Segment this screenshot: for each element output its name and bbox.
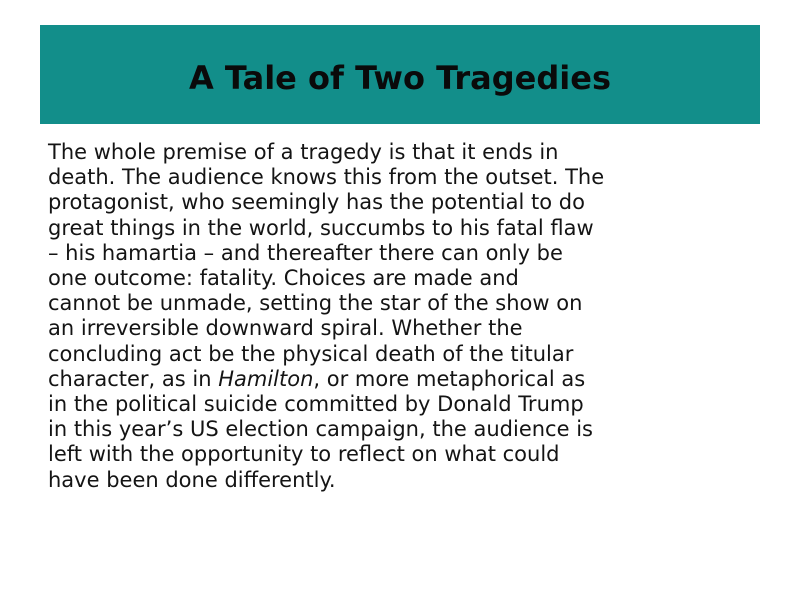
- body-line: death. The audience knows this from the outset. The: [48, 165, 605, 190]
- body-line: in the political suicide committed by Donald Trump: [48, 392, 584, 417]
- body-line: – his hamartia – and thereafter there can only be: [48, 240, 563, 265]
- body-line: have been done differently.: [48, 467, 336, 492]
- slide-title: A Tale of Two Tragedies: [189, 58, 611, 97]
- body-line: one outcome: fatality. Choices are made and: [48, 266, 519, 291]
- body-line-with-italic: [48, 367, 763, 392]
- title-bar: [40, 25, 760, 124]
- body-text-segment: , or more metaphorical as: [313, 366, 586, 391]
- body-line: left with the opportunity to reflect on what could: [48, 442, 560, 467]
- body-line: in this year’s US election campaign, the audience is: [48, 417, 593, 442]
- body-line: protagonist, who seemingly has the potential to do: [48, 190, 585, 215]
- body-line: The whole premise of a tragedy is that it ends in: [48, 140, 559, 164]
- slide-body: [48, 140, 763, 493]
- body-line: great things in the world, succumbs to his fatal flaw: [48, 215, 594, 240]
- body-line: cannot be unmade, setting the star of the show on: [48, 291, 583, 316]
- body-line: an irreversible downward spiral. Whether the: [48, 316, 523, 341]
- body-text-segment: character, as in: [48, 366, 219, 391]
- italic-title-hamilton: Hamilton: [218, 366, 314, 391]
- body-line: concluding act be the physical death of the titular: [48, 341, 574, 366]
